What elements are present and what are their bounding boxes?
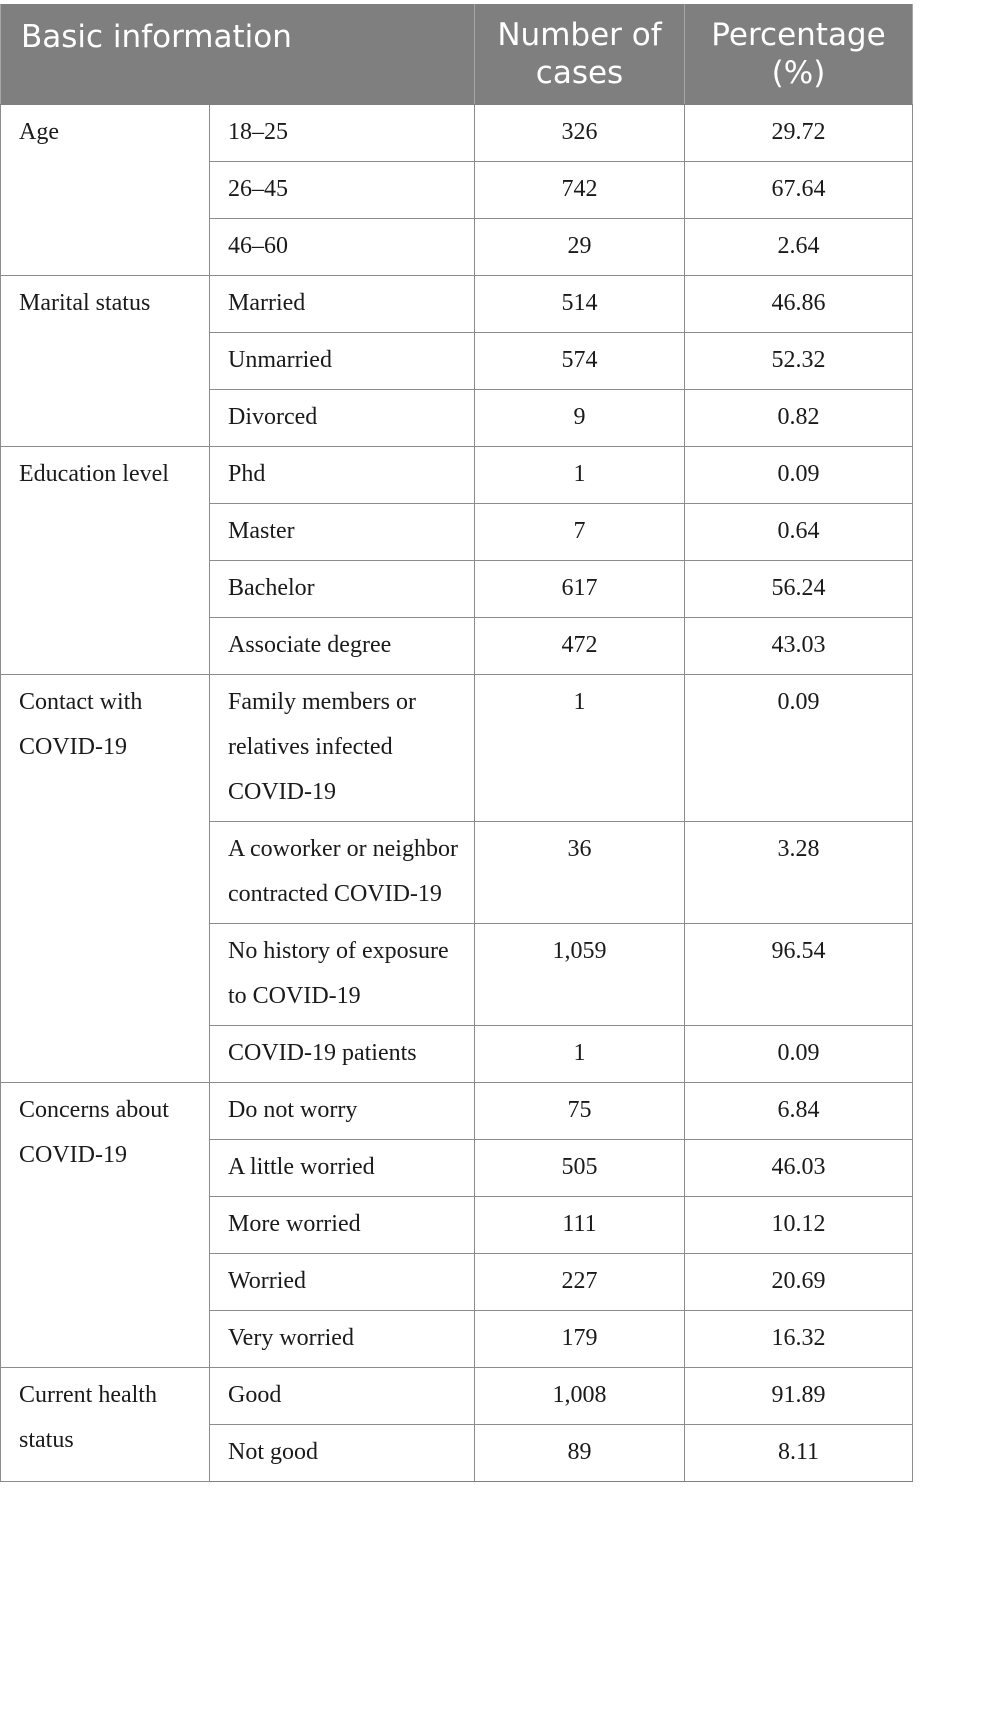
category-cell: Master <box>210 503 475 560</box>
cases-cell: 1,008 <box>475 1367 685 1424</box>
percentage-cell: 0.82 <box>685 389 913 446</box>
percentage-cell: 8.11 <box>685 1424 913 1481</box>
percentage-cell: 67.64 <box>685 161 913 218</box>
category-cell: Good <box>210 1367 475 1424</box>
cases-cell: 472 <box>475 617 685 674</box>
table-row <box>1 1367 913 1424</box>
category-cell: No history of exposure to COVID-19 <box>210 923 475 1025</box>
cases-cell: 7 <box>475 503 685 560</box>
category-cell: Do not worry <box>210 1082 475 1139</box>
cases-cell: 75 <box>475 1082 685 1139</box>
category-cell: Associate degree <box>210 617 475 674</box>
percentage-cell: 96.54 <box>685 923 913 1025</box>
category-cell: 26–45 <box>210 161 475 218</box>
percentage-cell: 3.28 <box>685 821 913 923</box>
category-cell: 46–60 <box>210 218 475 275</box>
cases-cell: 36 <box>475 821 685 923</box>
cases-cell: 574 <box>475 332 685 389</box>
category-cell: A coworker or neighbor contracted COVID-19 <box>210 821 475 923</box>
group-label: Education level <box>1 446 210 674</box>
percentage-cell: 46.03 <box>685 1139 913 1196</box>
category-cell: More worried <box>210 1196 475 1253</box>
category-cell: Very worried <box>210 1310 475 1367</box>
percentage-cell: 0.09 <box>685 1025 913 1082</box>
category-cell: 18–25 <box>210 104 475 161</box>
cases-cell: 326 <box>475 104 685 161</box>
category-cell: A little worried <box>210 1139 475 1196</box>
table-header-row <box>1 4 913 104</box>
cases-cell: 227 <box>475 1253 685 1310</box>
percentage-cell: 6.84 <box>685 1082 913 1139</box>
cases-cell: 505 <box>475 1139 685 1196</box>
group-label: Contact with COVID-19 <box>1 674 210 1082</box>
cases-cell: 1 <box>475 1025 685 1082</box>
cases-cell: 9 <box>475 389 685 446</box>
group-label: Current health status <box>1 1367 210 1481</box>
percentage-cell: 0.09 <box>685 446 913 503</box>
header-basic-information: Basic information <box>1 4 475 104</box>
category-cell: COVID-19 patients <box>210 1025 475 1082</box>
percentage-cell: 52.32 <box>685 332 913 389</box>
cases-cell: 111 <box>475 1196 685 1253</box>
table-row <box>1 674 913 821</box>
table-row <box>1 275 913 332</box>
cases-cell: 742 <box>475 161 685 218</box>
percentage-cell: 91.89 <box>685 1367 913 1424</box>
table-row <box>1 446 913 503</box>
cases-cell: 1 <box>475 446 685 503</box>
table-container <box>0 4 912 1482</box>
category-cell: Divorced <box>210 389 475 446</box>
cases-cell: 89 <box>475 1424 685 1481</box>
table-row <box>1 1082 913 1139</box>
cases-cell: 514 <box>475 275 685 332</box>
category-cell: Worried <box>210 1253 475 1310</box>
header-number-of-cases: Number of cases <box>475 4 685 104</box>
table-body <box>1 104 913 1481</box>
category-cell: Unmarried <box>210 332 475 389</box>
demographics-table <box>0 4 913 1482</box>
group-label: Marital status <box>1 275 210 446</box>
cases-cell: 179 <box>475 1310 685 1367</box>
group-label: Concerns about COVID-19 <box>1 1082 210 1367</box>
category-cell: Family members or relatives infected COVID-19 <box>210 674 475 821</box>
percentage-cell: 46.86 <box>685 275 913 332</box>
cases-cell: 617 <box>475 560 685 617</box>
cases-cell: 29 <box>475 218 685 275</box>
percentage-cell: 10.12 <box>685 1196 913 1253</box>
table-row <box>1 104 913 161</box>
cases-cell: 1 <box>475 674 685 821</box>
percentage-cell: 0.09 <box>685 674 913 821</box>
percentage-cell: 0.64 <box>685 503 913 560</box>
category-cell: Bachelor <box>210 560 475 617</box>
percentage-cell: 56.24 <box>685 560 913 617</box>
percentage-cell: 20.69 <box>685 1253 913 1310</box>
category-cell: Married <box>210 275 475 332</box>
header-percentage: Percentage (%) <box>685 4 913 104</box>
percentage-cell: 29.72 <box>685 104 913 161</box>
percentage-cell: 43.03 <box>685 617 913 674</box>
cases-cell: 1,059 <box>475 923 685 1025</box>
category-cell: Phd <box>210 446 475 503</box>
category-cell: Not good <box>210 1424 475 1481</box>
group-label: Age <box>1 104 210 275</box>
percentage-cell: 16.32 <box>685 1310 913 1367</box>
percentage-cell: 2.64 <box>685 218 913 275</box>
